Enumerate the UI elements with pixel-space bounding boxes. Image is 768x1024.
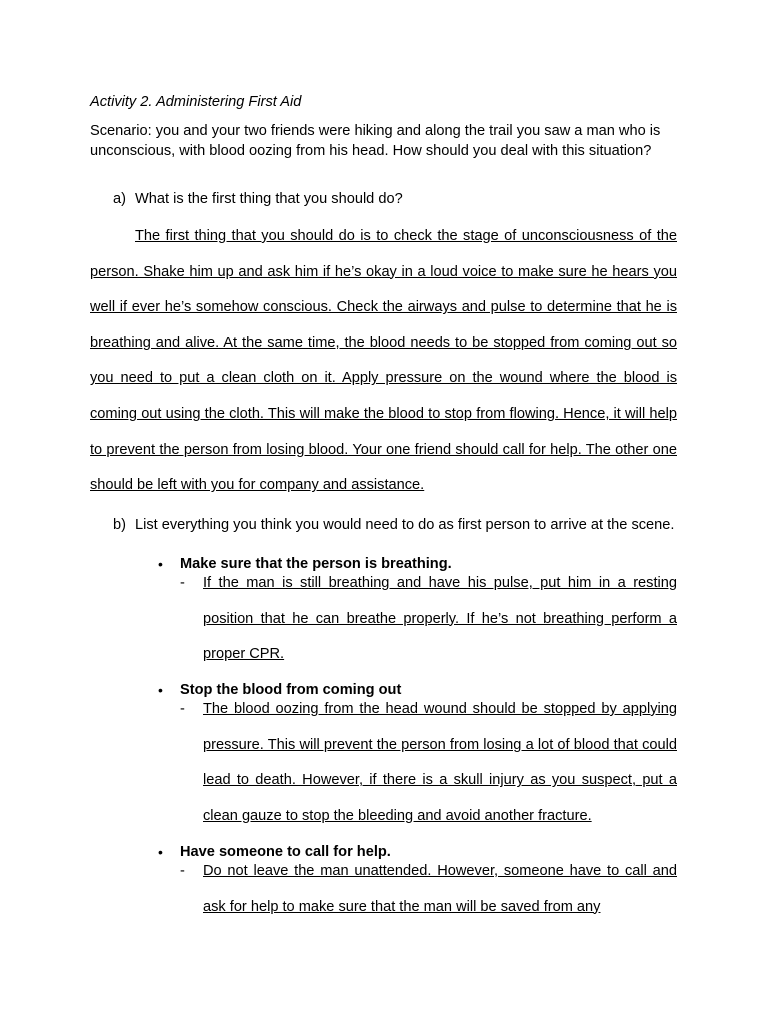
bullet-answer: The blood oozing from the head wound should be stopped by applying pressure. This will prevent the person from losing a lot of blood that could lead to death. However, if there is a skull injury as you suspect, put a clean gauze to stop the bleeding and avoid another fracture.: [203, 701, 677, 824]
question-b-text: List everything you think you would need to do as first person to arrive at the scene.: [135, 517, 675, 533]
answer-a-paragraph: The first thing that you should do is to check the stage of unconsciousness of the person. Shake him up and ask him if he’s okay in a loud voice to make sure he hears you well if ever he’s somehow conscious. Check the airways and pulse to determine that he is breathing and alive. At the same time, the blood needs to be stopped from coming out so you need to put a clean cloth on it. Apply pressure on the wound where the blood is coming out using the cloth. This will make the blood to stop from flowing. Hence, it will help to prevent the person from losing blood. Your one friend should call for help. The other one should be left with you for company and assistance.: [90, 228, 677, 494]
question-a-text: What is the first thing that you should do?: [135, 191, 403, 207]
question-a-marker: a): [113, 191, 126, 207]
dash-marker: -: [180, 575, 185, 591]
bullet-answer: If the man is still breathing and have his pulse, put him in a resting position that he can breathe properly. If he’s not breathing perform a proper CPR.: [203, 575, 677, 663]
dash-marker: -: [180, 863, 185, 879]
bullet-icon: •: [158, 682, 163, 698]
bullet-heading: Stop the blood from coming out: [180, 682, 402, 698]
scenario-paragraph: Scenario: you and your two friends were hiking and along the trail you saw a man who is unconscious, with blood oozing from his head. How should you deal with this situation?: [90, 123, 661, 159]
dash-marker: -: [180, 701, 185, 717]
bullet-icon: •: [158, 844, 163, 860]
question-b-marker: b): [113, 517, 126, 533]
bullet-answer: Do not leave the man unattended. However, someone have to call and ask for help to make sure that the man will be saved from any: [203, 863, 677, 915]
bullet-icon: •: [158, 556, 163, 572]
bullet-heading: Have someone to call for help.: [180, 844, 391, 860]
activity-title: Activity 2. Administering First Aid: [90, 94, 302, 110]
bullet-heading: Make sure that the person is breathing.: [180, 556, 452, 572]
